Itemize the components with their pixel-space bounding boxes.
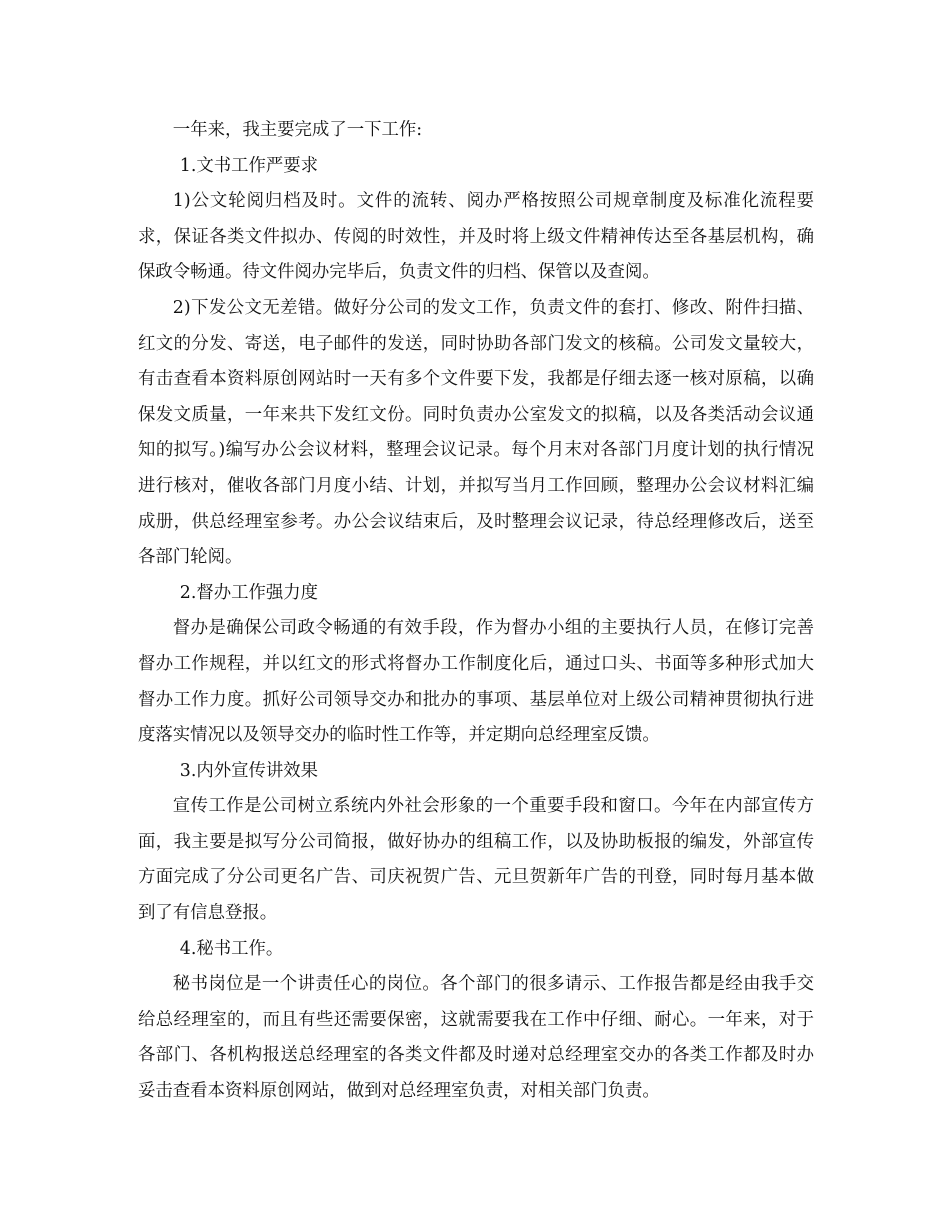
section-heading-supervision: 2.督办工作强力度 [179, 582, 319, 603]
paragraph-secretary: 秘书岗位是一个讲责任心的岗位。各个部门的很多请示、工作报告都是经由我手交给总经理室的，而且有些还需要保密，这就需要我在工作中仔细、耐心。一年来，对于各部门、各机构报送总经理室的各类文件都及时递对总经理室交办的各类工作都及时办妥击查看本资料原创网站，做到对总经理室负责，对相关部门负责。 [138, 974, 814, 1102]
section-heading-publicity: 3.内外宣传讲效果 [179, 760, 319, 781]
section-heading-clerical: 1.文书工作严要求 [179, 155, 319, 176]
paragraph-supervision: 督办是确保公司政令畅通的有效手段，作为督办小组的主要执行人员，在修订完善督办工作规程，并以红文的形式将督办工作制度化后，通过口头、书面等多种形式加大督办工作力度。抓好公司领导交办和批办的事项、基层单位对上级公司精神贯彻执行进度落实情况以及领导交办的临时性工作等，并定期向总经理室反馈。 [138, 618, 814, 746]
intro-paragraph: 一年来，我主要完成了一下工作: [172, 120, 423, 140]
document-page [138, 113, 814, 1110]
paragraph-dispatch: 2)下发公文无差错。做好分公司的发文工作，负责文件的套打、修改、附件扫描、红文的分发、寄送，电子邮件的发送，同时协助各部门发文的核稿。公司发文量较大，有击查看本资料原创网站时一天有多个文件要下发，我都是仔细去逐一核对原稿，以确保发文质量，一年来共下发红文份。同时负责办公室发文的拟稿，以及各类活动会议通知的拟写。)编写办公会议材料，整理会议记录。每个月末对各部门月度计划的执行情况进行核对，催收各部门月度小结、计划，并拟写当月工作回顾，整理办公会议材料汇编成册，供总经理室参考。办公会议结束后，及时整理会议记录，待总经理修改后，送至各部门轮阅。 [138, 297, 814, 568]
paragraph-archiving: 1)公文轮阅归档及时。文件的流转、阅办严格按照公司规章制度及标准化流程要求，保证各类文件拟办、传阅的时效性，并及时将上级文件精神传达至各基层机构，确保政令畅通。待文件阅办完毕后，负责文件的归档、保管以及查阅。 [138, 191, 814, 283]
paragraph-publicity: 宣传工作是公司树立系统内外社会形象的一个重要手段和窗口。今年在内部宣传方面，我主要是拟写分公司简报，做好协办的组稿工作，以及协助板报的编发，外部宣传方面完成了分公司更名广告、司庆祝贺广告、元旦贺新年广告的刊登，同时每月基本做到了有信息登报。 [138, 796, 814, 924]
section-heading-secretary: 4.秘书工作。 [179, 938, 284, 959]
